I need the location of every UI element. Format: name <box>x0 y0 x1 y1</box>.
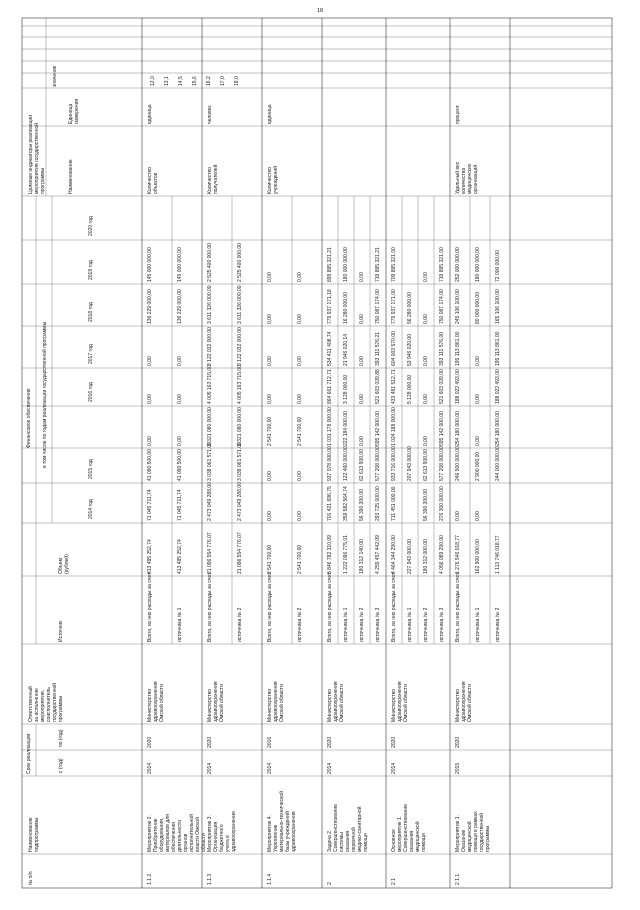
line-total: 5 846 782 310,09 <box>327 535 333 574</box>
line-y2020: 709 885 321,00 <box>391 247 397 282</box>
line-y2015: 41 090 500,00 <box>177 449 183 481</box>
line-source: Всего, из них расходы за счет: <box>147 571 153 642</box>
line-y2015: 207 943 000,00 <box>407 446 413 481</box>
row-name: органов <box>183 833 189 852</box>
header-indicator-group: мероприятия государственной <box>34 122 40 194</box>
line-y2017: 0,00 <box>267 394 273 404</box>
header-indicator-name: Наименование <box>68 159 74 194</box>
header-executor: соисполнитель <box>46 687 52 722</box>
row-from: 2014 <box>267 762 273 774</box>
row-from: 2015 <box>455 762 461 774</box>
line-y2018: 0,00 <box>297 356 303 366</box>
line-y2016: 2 541 700,00 <box>267 416 273 446</box>
row-executor: здравоохранения <box>397 681 403 722</box>
row-name: Совершенствование <box>403 804 409 852</box>
row-executor: Министерство <box>207 689 213 722</box>
line-y2020: 145 000 000,00 <box>177 247 183 282</box>
line-source: источника № 1 <box>343 607 349 642</box>
line-y2020: 252 000 000,00 <box>455 247 461 282</box>
line-total: 180 312 000,00 <box>423 539 429 574</box>
line-source: источника № 2 <box>495 607 501 642</box>
line-y2019: 245 106 100,00 <box>455 289 461 324</box>
row-executor: здравоохранения <box>153 681 159 722</box>
row-executor: Омской области <box>339 684 345 722</box>
header-indicator-unit: измерения <box>74 98 80 124</box>
line-y2017: 0,00 <box>359 394 365 404</box>
line-source: источника № 2 <box>297 607 303 642</box>
line-y2014: 56 390 300,00 <box>423 489 429 521</box>
row-executor: Министерство <box>327 689 333 722</box>
line-y2015: 246 500 000,00 <box>455 446 461 481</box>
row-name: бюджетного <box>219 824 225 852</box>
row-from: 2014 <box>391 762 397 774</box>
line-y2014: 56 390 300,00 <box>359 489 365 521</box>
line-y2014: 2 473 049 288,00 <box>237 482 243 521</box>
row-name: Мероприятие 3. <box>207 815 213 852</box>
row-num: 1.1.4 <box>267 873 273 885</box>
row-unit: единица <box>267 104 273 124</box>
indicator-value: 18,0 <box>234 76 240 86</box>
line-y2019: 0,00 <box>297 314 303 324</box>
line-y2016: 254 180 000,00 <box>495 411 501 446</box>
line-y2019: 779 937 171,00 <box>391 289 397 324</box>
line-y2019: 136 229 000,00 <box>147 289 153 324</box>
line-y2015: 62 613 500,00 <box>359 449 365 481</box>
line-y2018: 53 946 020,00 <box>407 334 413 366</box>
line-y2017: 0,00 <box>475 394 481 404</box>
row-name: медицинской <box>415 821 421 852</box>
line-y2018: 393 111 576,00 <box>439 331 445 366</box>
row-num: 2.1 <box>391 878 397 885</box>
line-y2016: 2 541 700,00 <box>297 416 303 446</box>
row-name: системы <box>339 832 345 852</box>
line-y2014: 71 045 711,74 <box>147 489 153 521</box>
line-y2014: 0,00 <box>455 511 461 521</box>
line-y2017: 0,00 <box>147 394 153 404</box>
row-indicator: объектов <box>153 172 159 194</box>
row-num: 2 <box>327 882 333 885</box>
line-y2020: 719 885 321,00 <box>439 247 445 282</box>
header-period-to: по (год) <box>58 729 64 747</box>
line-y2017: 5 128 000,00 <box>407 374 413 404</box>
header-year: 2014 год <box>88 499 94 519</box>
line-source: Всего, из них расходы за счет: <box>267 571 273 642</box>
header-name: подпрограммы <box>34 817 40 852</box>
indicator-value: 17,0 <box>220 76 226 86</box>
line-y2018: 534 411 408,74 <box>327 331 333 366</box>
header-finance: Финансовое обеспечение <box>26 388 32 448</box>
header-executor: за исполнение <box>34 688 40 722</box>
line-y2020: 0,00 <box>267 272 273 282</box>
line-y2015: 0,00 <box>267 471 273 481</box>
page-number-text: 18 <box>316 8 324 14</box>
line-source: источника № 1 <box>177 607 183 642</box>
line-y2017: 188 022 493,00 <box>495 369 501 404</box>
line-y2017: 0,00 <box>177 394 183 404</box>
line-y2020: 2 525 400 000,00 <box>207 243 213 282</box>
line-total: 1 222 096 775,01 <box>343 535 349 574</box>
line-y2017: 4 005 163 715,00 <box>237 365 243 404</box>
row-indicator: организаций <box>473 164 479 194</box>
line-source: источника № 1 <box>407 607 413 642</box>
row-name: мероприятие 1. <box>397 815 403 852</box>
row-name: Укрепление <box>273 824 279 852</box>
line-y2019: 3 611 326 000,00 <box>237 285 243 324</box>
row-name: Основное <box>391 829 397 852</box>
row-from: 2014 <box>207 762 213 774</box>
line-y2015: 41 090 500,00 <box>147 449 153 481</box>
line-y2017: 521 603 039,00 <box>439 369 445 404</box>
line-y2015: 577 208 000,00 <box>375 446 381 481</box>
line-y2016: 222 184 000,00 <box>343 411 349 446</box>
line-y2014: 71 045 711,74 <box>177 489 183 521</box>
row-unit: единица <box>147 104 153 124</box>
line-source: Всего, из них расходы за счет: <box>391 571 397 642</box>
line-y2020: 2 525 400 000,00 <box>237 243 243 282</box>
line-y2018: 0,00 <box>177 356 183 366</box>
line-y2019: 0,00 <box>423 314 429 324</box>
line-y2018: 21 946 020,14 <box>343 334 349 366</box>
line-y2015: 3 038 061 571,00 <box>207 442 213 481</box>
row-indicator: учреждений <box>273 165 279 194</box>
line-y2019: 750 087 174,00 <box>439 289 445 324</box>
line-total: 2 541 700,00 <box>267 544 273 574</box>
line-total: 2 541 700,00 <box>297 544 303 574</box>
row-name: помощи <box>421 833 427 852</box>
line-y2015: 0,00 <box>297 471 303 481</box>
line-source: источника № 1 <box>475 607 481 642</box>
line-y2020: 180 000 000,00 <box>475 247 481 282</box>
line-y2015: 122 460 000,00 <box>343 446 349 481</box>
line-y2014: 276 300 000,00 <box>439 486 445 521</box>
row-name: здравоохранении <box>231 811 237 852</box>
line-total: 162 900 000,00 <box>475 539 481 574</box>
line-y2018: 604 003 570,00 <box>391 331 397 366</box>
line-total: 1 276 546 018,77 <box>455 535 461 574</box>
line-y2017: 433 481 512,71 <box>391 369 397 404</box>
line-y2016: 254 180 000,00 <box>455 411 461 446</box>
line-y2016: 1 031 178 000,00 <box>327 407 333 446</box>
row-num: 1.1.3 <box>207 873 213 885</box>
line-y2015: 3 038 061 571,00 <box>237 442 243 481</box>
line-source: источника № 2 <box>423 607 429 642</box>
row-name: деятельности <box>177 820 183 852</box>
line-total: 21 096 554 776,07 <box>207 532 213 574</box>
line-y2016: 1 024 188 000,00 <box>391 407 397 446</box>
row-name: государственной <box>479 812 485 852</box>
line-y2019: 136 229 000,00 <box>177 289 183 324</box>
header-total: Объем <box>58 558 64 574</box>
line-y2016: 0,00 <box>359 436 365 446</box>
row-indicator: Количество <box>147 167 153 194</box>
row-executor: Омской области <box>279 684 285 722</box>
line-y2017: 521 603 039,88 <box>375 369 381 404</box>
line-y2014: 359 582 564,74 <box>343 486 349 521</box>
line-y2014: 0,00 <box>267 511 273 521</box>
row-name: оборудования, <box>159 817 165 852</box>
row-indicator: Количество <box>267 167 273 194</box>
line-y2014: 711 451 000,00 <box>391 486 397 521</box>
row-name: медико-санитарной <box>357 806 363 852</box>
line-source: источника № 2 <box>359 607 365 642</box>
line-y2020: 719 885 321,21 <box>375 247 381 282</box>
row-name: материально-технической <box>279 791 285 852</box>
line-source: источника № 2 <box>237 607 243 642</box>
indicator-value: 12,0 <box>150 76 156 86</box>
line-y2019: 750 087 174,00 <box>375 289 381 324</box>
line-y2016: 3 321 080 000,00 <box>237 407 243 446</box>
line-source: источника № 3 <box>439 607 445 642</box>
line-y2020: 0,00 <box>423 272 429 282</box>
line-y2017: 0,00 <box>297 394 303 404</box>
row-executor: Министерство <box>267 689 273 722</box>
row-name: медицинской <box>467 821 473 852</box>
line-y2017: 864 661 712,71 <box>327 369 333 404</box>
line-total: 4 056 089 290,00 <box>439 535 445 574</box>
line-y2017: 0,00 <box>423 394 429 404</box>
row-num: 1.1.2 <box>147 873 153 885</box>
header-year: 2015 год <box>88 459 94 479</box>
row-name: исполнительной <box>189 814 195 852</box>
line-y2020: 180 000 000,00 <box>343 247 349 282</box>
row-executor: здравоохранения <box>213 681 219 722</box>
line-total: 1 113 746 018,77 <box>495 535 501 574</box>
row-from: 2014 <box>327 762 333 774</box>
row-name: базы учреждений <box>285 811 291 852</box>
line-y2017: 3 128 000,00 <box>343 374 349 404</box>
row-to: 2016 <box>267 736 273 748</box>
line-y2018: 0,00 <box>359 356 365 366</box>
line-y2016: 595 142 000,00 <box>375 411 381 446</box>
line-y2016: 0,00 <box>177 436 183 446</box>
line-y2019: 165 106 100,00 <box>495 289 501 324</box>
row-executor: Министерство <box>391 689 397 722</box>
header-indicator-group: программы <box>40 167 46 194</box>
row-name: программы <box>485 825 491 852</box>
indicator-value: 16,2 <box>206 76 212 86</box>
line-y2019: 3 611 326 000,00 <box>207 285 213 324</box>
line-y2015: 62 613 500,00 <box>423 449 429 481</box>
header-num: № п/п <box>28 871 34 885</box>
indicator-value: 14,5 <box>178 76 184 86</box>
header-year: 2018 год <box>88 302 94 322</box>
line-y2015: 937 078 000,00 <box>327 446 333 481</box>
line-y2017: 4 005 163 715,00 <box>207 365 213 404</box>
row-num: 2.1.1 <box>455 873 461 885</box>
row-executor: Омской области <box>467 684 473 722</box>
header-executor: мероприятия, <box>40 690 46 722</box>
row-indicator: количества <box>461 167 467 194</box>
line-total: 180 312 140,00 <box>359 539 365 574</box>
row-unit: процент <box>455 105 461 124</box>
row-name: оказания <box>345 830 351 852</box>
line-y2019: 56 280 000,00 <box>407 292 413 324</box>
row-indicator: Удельный вес <box>455 161 461 194</box>
row-executor: здравоохранения <box>333 681 339 722</box>
line-y2018: 393 111 576,21 <box>375 331 381 366</box>
row-name: Мероприятие 2. <box>147 815 153 852</box>
row-name: Задача 2. <box>327 829 333 852</box>
row-name: первичной <box>351 827 357 852</box>
row-executor: здравоохранения <box>273 681 279 722</box>
row-name: оказания <box>409 830 415 852</box>
header-executor: Ответственный <box>28 686 34 722</box>
line-y2020: 899 885 321,21 <box>327 247 333 282</box>
table-body <box>22 18 612 888</box>
row-to: 2020 <box>327 736 333 748</box>
line-y2018: 0,00 <box>267 356 273 366</box>
line-source: Всего, из них расходы за счет: <box>207 571 213 642</box>
row-executor: здравоохранения <box>461 681 467 722</box>
line-y2020: 0,00 <box>359 272 365 282</box>
line-total: 227 943 000,00 <box>407 539 413 574</box>
header-period: Срок реализации <box>26 733 32 774</box>
line-y2016: 3 321 080 000,00 <box>207 407 213 446</box>
row-name: обеспечения <box>171 822 177 852</box>
line-total: 413 485 252,74 <box>177 539 183 574</box>
line-y2015: 2 900 000,00 <box>475 451 481 481</box>
header-indicator-unit: Единица <box>68 103 74 124</box>
header-name: Наименование <box>28 817 34 852</box>
row-to: 2020 <box>147 736 153 748</box>
header-year: 2017 год <box>88 344 94 364</box>
line-total: 21 096 554 776,07 <box>237 532 243 574</box>
line-y2018: 0,00 <box>423 356 429 366</box>
header-year: 2019 год <box>88 260 94 280</box>
line-y2018: 0,00 <box>475 356 481 366</box>
line-y2015: 577 208 000,00 <box>439 446 445 481</box>
line-total: 413 485 252,74 <box>147 539 153 574</box>
line-y2020: 72 000 000,00 <box>495 250 501 282</box>
row-to: 2020 <box>207 736 213 748</box>
row-from: 2014 <box>147 762 153 774</box>
line-y2018: 3 122 032 000,00 <box>237 327 243 366</box>
line-y2018: 195 113 861,00 <box>455 331 461 366</box>
header-indicator-value: значение <box>52 65 58 87</box>
row-name: Организация <box>213 821 219 852</box>
header-year: 2020 год <box>88 216 94 236</box>
row-name: здравоохранения <box>291 811 297 852</box>
row-name: власти Омской <box>195 817 201 852</box>
header-year: 2016 год <box>88 382 94 402</box>
line-source: Всего, из них расходы за счет: <box>327 571 333 642</box>
line-y2017: 188 022 493,00 <box>455 369 461 404</box>
row-indicator: получателей <box>213 164 219 194</box>
line-y2016: 0,00 <box>423 436 429 446</box>
row-executor: Омской области <box>403 684 409 722</box>
line-y2014: 2 473 049 288,00 <box>207 482 213 521</box>
line-y2015: 933 716 000,00 <box>391 446 397 481</box>
line-y2019: 16 280 000,00 <box>343 292 349 324</box>
line-total: 4 255 457 442,09 <box>375 535 381 574</box>
row-indicator: Количество <box>207 167 213 194</box>
line-total: 4 464 344 290,00 <box>391 535 397 574</box>
header-executor: программы <box>58 695 64 722</box>
header-period-from: с (год) <box>58 758 64 773</box>
line-y2018: 3 122 032 000,00 <box>207 327 213 366</box>
line-y2014: 0,00 <box>297 511 303 521</box>
row-to: 2020 <box>391 736 397 748</box>
row-name: помощи в рамках <box>473 811 479 852</box>
row-name: Мероприятие 4. <box>267 815 273 852</box>
line-y2014: 0,00 <box>475 511 481 521</box>
line-y2014: 701 421 696,75 <box>327 486 333 521</box>
row-executor: Омской области <box>159 684 165 722</box>
line-y2018: 195 113 861,00 <box>495 331 501 366</box>
row-name: материалов для <box>165 814 171 852</box>
line-y2019: 779 937 171,18 <box>327 289 333 324</box>
header-by-years: в том числе по годам реализации государственной программы <box>42 321 48 468</box>
line-source: Всего, из них расходы за счет: <box>455 571 461 642</box>
row-name: учета в <box>225 835 231 852</box>
line-y2018: 0,00 <box>147 356 153 366</box>
row-name: Мероприятие 1. <box>455 815 461 852</box>
header-executor: государственной <box>52 682 58 722</box>
line-y2014: 293 725 000,00 <box>375 486 381 521</box>
line-y2020: 0,00 <box>297 272 303 282</box>
line-y2020: 145 000 000,00 <box>147 247 153 282</box>
row-executor: Министерство <box>455 689 461 722</box>
row-name: области <box>201 833 207 852</box>
indicator-value: 15,6 <box>192 76 198 86</box>
line-y2016: 0,00 <box>147 436 153 446</box>
row-name: Оказание <box>461 829 467 852</box>
line-y2016: 595 142 000,00 <box>439 411 445 446</box>
header-indicator-group: Целевые индикаторы реализации <box>28 114 34 194</box>
line-y2015: 244 000 000,00 <box>495 446 501 481</box>
row-executor: Министерство <box>147 689 153 722</box>
row-indicator: медицинских <box>467 163 473 194</box>
line-y2019: 80 000 000,00 <box>475 292 481 324</box>
line-y2019: 0,00 <box>359 314 365 324</box>
row-executor: Омской области <box>219 684 225 722</box>
row-name: Приобретение <box>153 818 159 852</box>
row-to: 2020 <box>455 736 461 748</box>
row-name: Совершенствование <box>333 804 339 852</box>
row-name: помощи <box>363 833 369 852</box>
header-source: Источник <box>58 620 64 642</box>
row-unit: человек <box>207 105 213 124</box>
header-total: (рублей) <box>64 554 70 574</box>
line-y2016: 0,00 <box>475 436 481 446</box>
indicator-value: 13,1 <box>164 76 170 86</box>
line-source: источника № 3 <box>375 607 381 642</box>
line-y2019: 0,00 <box>267 314 273 324</box>
